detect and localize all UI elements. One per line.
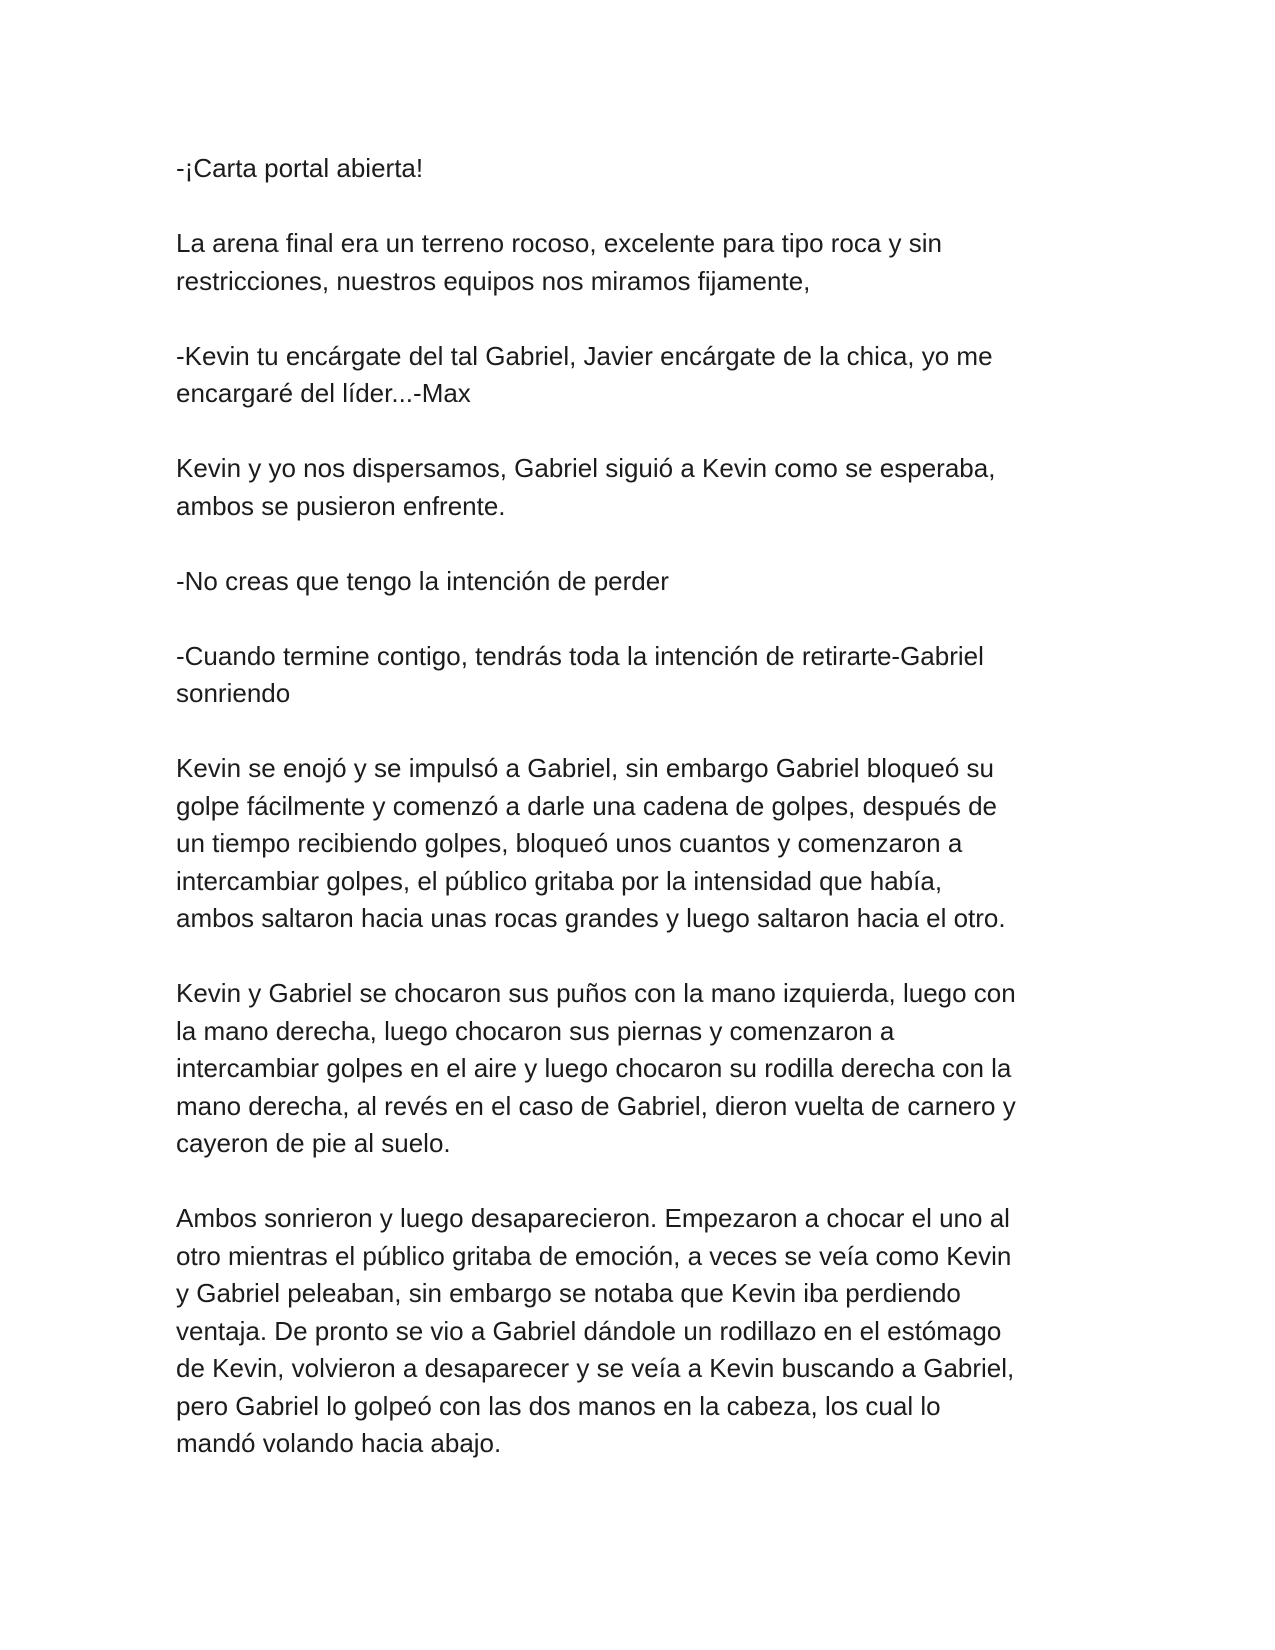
document-body (176, 150, 1096, 1500)
paragraph-5: -No creas que tengo la intención de perder (176, 565, 669, 596)
paragraph-2: La arena final era un terreno rocoso, excelente para tipo roca y sin restricciones, nuestros equipos nos miramos fijamente, (176, 228, 943, 296)
paragraph-4: Kevin y yo nos dispersamos, Gabriel siguió a Kevin como se esperaba, ambos se pusieron enfrente. (176, 453, 996, 521)
paragraph-8: Kevin y Gabriel se chocaron sus puños con la mano izquierda, luego con la mano derecha, luego chocaron sus piernas y comenzaron a intercambiar golpes en el aire y luego chocaron su rodilla derecha con la mano derecha, al revés en el caso de Gabriel, dieron vuelta de carnero y cayeron de pie al suelo. (176, 978, 1016, 1158)
paragraph-7: Kevin se enojó y se impulsó a Gabriel, sin embargo Gabriel bloqueó su golpe fácilmente y comenzó a darle una cadena de golpes, después de un tiempo recibiendo golpes, bloqueó unos cuantos y comenzaron a intercambiar golpes, el público gritaba por la intensidad que había, ambos saltaron hacia unas rocas grandes y luego saltaron hacia el otro. (176, 753, 1006, 933)
paragraph-1: -¡Carta portal abierta! (176, 153, 424, 183)
paragraph-6: -Cuando termine contigo, tendrás toda la intención de retirarte-Gabriel sonriendo (176, 640, 984, 708)
paragraph-9: Ambos sonrieron y luego desaparecieron. Empezaron a chocar el uno al otro mientras el público gritaba de emoción, a veces se veía como Kevin y Gabriel peleaban, sin embargo se notaba que Kevin iba perdiendo ventaja. De pronto se vio a Gabriel dándole un rodillazo en el estómago de Kevin, volvieron a desaparecer y se veía a Kevin buscando a Gabriel, pero Gabriel lo golpeó con las dos manos en la cabeza, los cual lo mandó volando hacia abajo. (176, 1203, 1015, 1458)
paragraph-3: -Kevin tu encárgate del tal Gabriel, Javier encárgate de la chica, yo me encargaré del líder...-Max (176, 340, 993, 408)
